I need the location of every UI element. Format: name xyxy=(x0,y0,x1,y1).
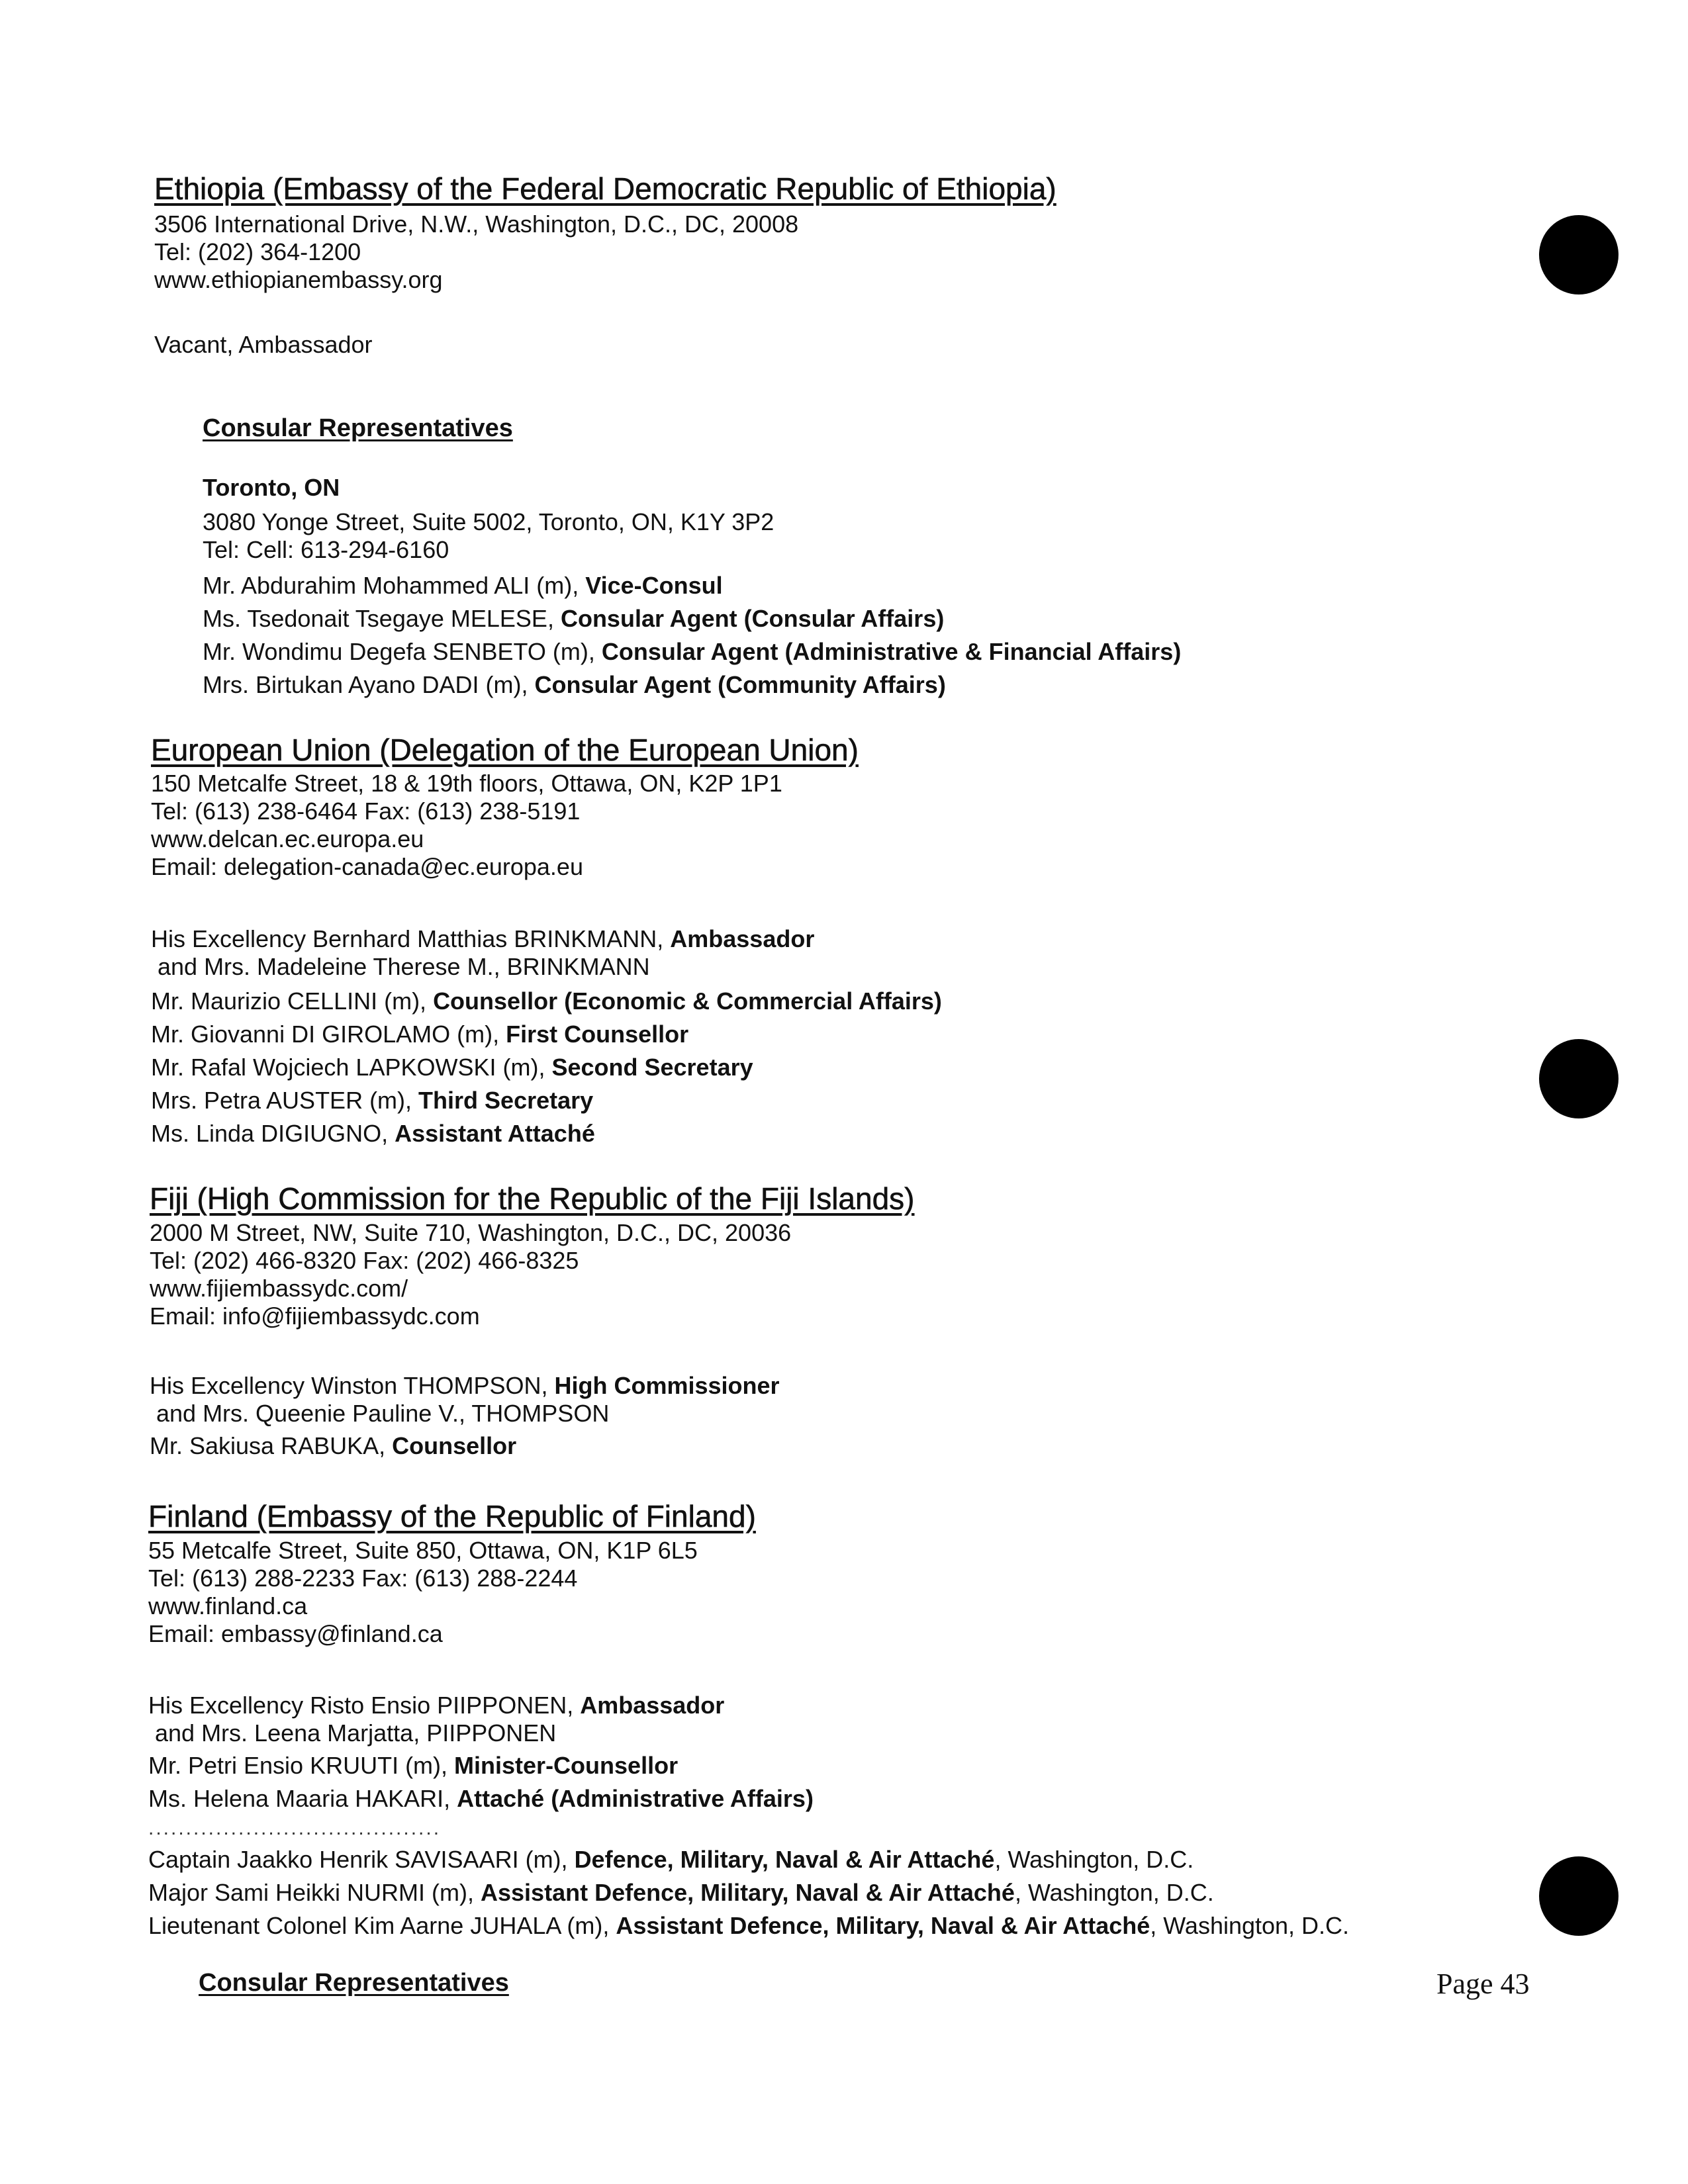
person-row: Mr. Wondimu Degefa SENBETO (m), Consular Agent (Administrative & Financial Affairs) xyxy=(203,638,1182,665)
ethiopia-ambassador: Vacant, Ambassador xyxy=(154,331,373,358)
eu-address: 150 Metcalfe Street, 18 & 19th floors, Ottawa, ON, K2P 1P1 xyxy=(151,770,782,797)
person-row: His Excellency Winston THOMPSON, High Commissioner xyxy=(150,1372,780,1399)
eu-people xyxy=(151,985,942,1150)
ethiopia-consular-tel: Tel: Cell: 613-294-6160 xyxy=(203,536,449,563)
person-row: Mr. Sakiusa RABUKA, Counsellor xyxy=(150,1432,517,1459)
spouse-row: and Mrs. Queenie Pauline V., THOMPSON xyxy=(150,1400,610,1427)
eu-head xyxy=(151,925,814,981)
person-row: His Excellency Risto Ensio PIIPPONEN, Ambassador xyxy=(148,1692,725,1719)
finland-contact xyxy=(148,1537,698,1648)
eu-web: www.delcan.ec.europa.eu xyxy=(151,825,424,852)
person-row: Ms. Helena Maaria HAKARI, Attaché (Administrative Affairs) xyxy=(148,1785,814,1812)
ethiopia-consular-address: 3080 Yonge Street, Suite 5002, Toronto, ON, K1Y 3P2 xyxy=(203,508,774,535)
separator-dots: ....................................... xyxy=(148,1817,442,1839)
person-row: Mr. Rafal Wojciech LAPKOWSKI (m), Second Secretary xyxy=(151,1054,753,1081)
fiji-heading: Fiji (High Commission for the Republic of the Fiji Islands) xyxy=(150,1181,915,1216)
finland-head xyxy=(148,1692,724,1747)
punch-hole-top xyxy=(1539,215,1618,295)
spouse-row: and Mrs. Madeleine Therese M., BRINKMANN xyxy=(151,953,650,980)
page-number: Page 43 xyxy=(1436,1968,1530,2000)
ethiopia-heading: Ethiopia (Embassy of the Federal Democratic Republic of Ethiopia) xyxy=(154,171,1056,206)
finland-people xyxy=(148,1749,814,1815)
finland-web: www.finland.ca xyxy=(148,1592,308,1619)
person-row: Mr. Abdurahim Mohammed ALI (m), Vice-Consul xyxy=(203,572,723,599)
spouse-row: and Mrs. Leena Marjatta, PIIPPONEN xyxy=(148,1719,557,1747)
person-row: Mr. Giovanni DI GIROLAMO (m), First Counsellor xyxy=(151,1021,689,1048)
finland-tel: Tel: (613) 288-2233 Fax: (613) 288-2244 xyxy=(148,1565,578,1592)
person-row: Major Sami Heikki NURMI (m), Assistant Defence, Military, Naval & Air Attaché, Washington, D.C. xyxy=(148,1879,1214,1906)
finland-address: 55 Metcalfe Street, Suite 850, Ottawa, ON, K1P 6L5 xyxy=(148,1537,698,1564)
ethiopia-consular-contact xyxy=(203,508,774,564)
person-row: Mr. Maurizio CELLINI (m), Counsellor (Economic & Commercial Affairs) xyxy=(151,987,942,1015)
eu-tel: Tel: (613) 238-6464 Fax: (613) 238-5191 xyxy=(151,797,581,825)
fiji-people xyxy=(150,1430,516,1463)
eu-contact xyxy=(151,770,782,881)
ethiopia-tel: Tel: (202) 364-1200 xyxy=(154,238,361,265)
ethiopia-web: www.ethiopianembassy.org xyxy=(154,266,443,293)
fiji-head xyxy=(150,1372,780,1428)
fiji-contact xyxy=(150,1219,791,1330)
finland-consular-heading: Consular Representatives xyxy=(199,1969,509,1997)
ethiopia-consular-people xyxy=(203,569,1181,702)
person-row: Mr. Petri Ensio KRUUTI (m), Minister-Counsellor xyxy=(148,1752,679,1779)
fiji-tel: Tel: (202) 466-8320 Fax: (202) 466-8325 xyxy=(150,1247,579,1274)
eu-email: Email: delegation-canada@ec.europa.eu xyxy=(151,853,583,880)
ethiopia-address: 3506 International Drive, N.W., Washington, D.C., DC, 20008 xyxy=(154,210,799,238)
ethiopia-consular-heading: Consular Representatives xyxy=(203,414,513,442)
punch-hole-middle xyxy=(1539,1039,1618,1118)
finland-heading: Finland (Embassy of the Republic of Finland) xyxy=(148,1499,756,1533)
finland-email: Email: embassy@finland.ca xyxy=(148,1620,443,1647)
fiji-address: 2000 M Street, NW, Suite 710, Washington, D.C., DC, 20036 xyxy=(150,1219,792,1246)
person-row: His Excellency Bernhard Matthias BRINKMANN, Ambassador xyxy=(151,925,815,952)
person-row: Captain Jaakko Henrik SAVISAARI (m), Defence, Military, Naval & Air Attaché, Washington, D.C. xyxy=(148,1846,1194,1873)
fiji-web: www.fijiembassydc.com/ xyxy=(150,1275,408,1302)
person-row: Mrs. Petra AUSTER (m), Third Secretary xyxy=(151,1087,594,1114)
ethiopia-contact xyxy=(154,210,798,294)
fiji-email: Email: info@fijiembassydc.com xyxy=(150,1302,480,1330)
person-row: Ms. Tsedonait Tsegaye MELESE, Consular Agent (Consular Affairs) xyxy=(203,605,945,632)
eu-heading: European Union (Delegation of the European Union) xyxy=(151,733,859,767)
punch-hole-bottom xyxy=(1539,1856,1618,1936)
person-row: Lieutenant Colonel Kim Aarne JUHALA (m), Assistant Defence, Military, Naval & Air Attaché, Washington, D.C. xyxy=(148,1912,1350,1939)
ethiopia-consular-city: Toronto, ON xyxy=(203,474,340,501)
person-row: Ms. Linda DIGIUGNO, Assistant Attaché xyxy=(151,1120,595,1147)
finland-defence-attaches xyxy=(148,1843,1349,1942)
person-row: Mrs. Birtukan Ayano DADI (m), Consular Agent (Community Affairs) xyxy=(203,671,946,698)
